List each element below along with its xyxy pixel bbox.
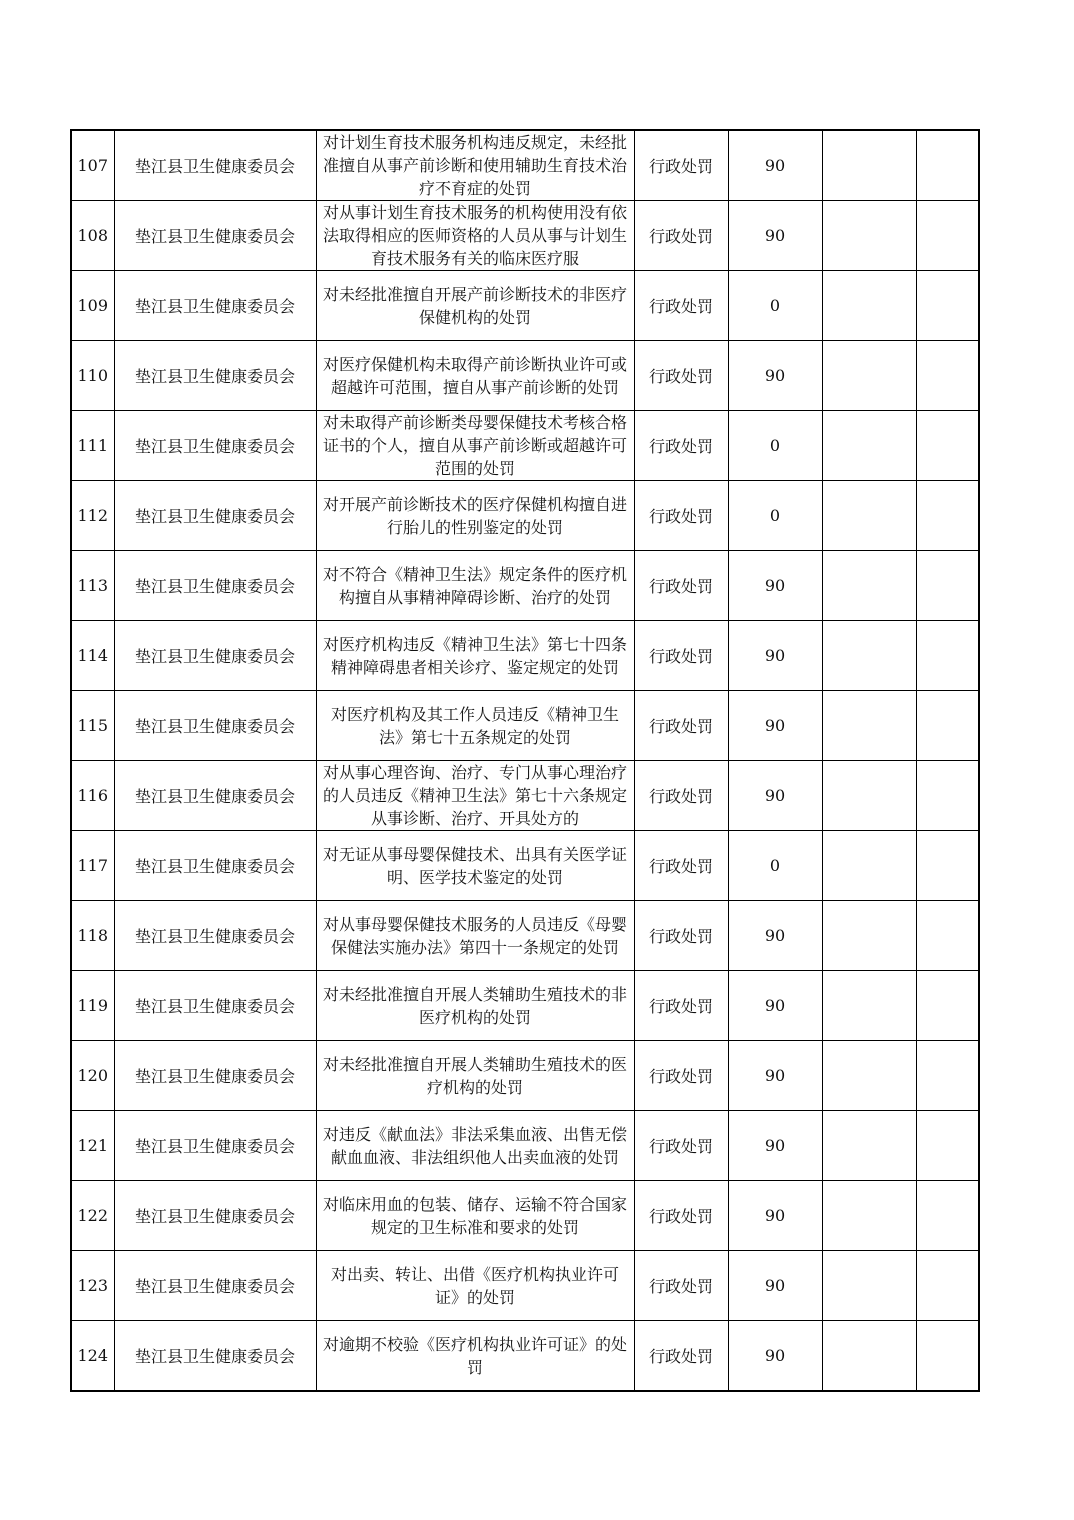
days-cell: 90 <box>728 901 822 971</box>
empty-cell <box>822 1181 916 1251</box>
empty-cell <box>822 1251 916 1321</box>
days-cell: 0 <box>728 271 822 341</box>
penalty-item-text: 对未经批准擅自开展人类辅助生殖技术的医疗机构的处罚 <box>322 1054 627 1097</box>
empty-cell <box>822 621 916 691</box>
table-row <box>71 271 979 341</box>
penalty-type-cell: 行政处罚 <box>634 551 728 621</box>
organization-cell: 垫江县卫生健康委员会 <box>114 691 316 761</box>
penalty-item-text: 对未取得产前诊断类母婴保健技术考核合格证书的个人，擅自从事产前诊断或超越许可范围的处罚 <box>322 413 627 478</box>
penalty-type-cell: 行政处罚 <box>634 621 728 691</box>
days-cell: 90 <box>728 1181 822 1251</box>
penalty-type-cell: 行政处罚 <box>634 831 728 901</box>
penalty-type-cell: 行政处罚 <box>634 1321 728 1392</box>
organization-cell: 垫江县卫生健康委员会 <box>114 271 316 341</box>
penalty-item-cell <box>316 971 634 1041</box>
empty-cell <box>916 1321 979 1392</box>
empty-cell <box>822 1041 916 1111</box>
organization-cell: 垫江县卫生健康委员会 <box>114 341 316 411</box>
penalty-type-cell: 行政处罚 <box>634 341 728 411</box>
penalty-item-text: 对违反《献血法》非法采集血液、出售无偿献血血液、非法组织他人出卖血液的处罚 <box>322 1124 627 1167</box>
days-cell: 90 <box>728 621 822 691</box>
empty-cell <box>916 201 979 271</box>
empty-cell <box>822 130 916 201</box>
organization-cell: 垫江县卫生健康委员会 <box>114 901 316 971</box>
row-number-cell: 122 <box>71 1181 114 1251</box>
empty-cell <box>822 1321 916 1392</box>
row-number-cell: 124 <box>71 1321 114 1392</box>
organization-cell: 垫江县卫生健康委员会 <box>114 621 316 691</box>
table-row <box>71 130 979 201</box>
empty-cell <box>822 481 916 551</box>
row-number-cell: 120 <box>71 1041 114 1111</box>
penalty-table <box>70 129 980 1392</box>
penalty-item-text: 对医疗保健机构未取得产前诊断执业许可或超越许可范围，擅自从事产前诊断的处罚 <box>322 354 627 397</box>
penalty-item-text: 对无证从事母婴保健技术、出具有关医学证明、医学技术鉴定的处罚 <box>322 844 627 887</box>
table-row <box>71 761 979 831</box>
row-number-cell: 117 <box>71 831 114 901</box>
penalty-type-cell: 行政处罚 <box>634 411 728 481</box>
row-number-cell: 113 <box>71 551 114 621</box>
table-row <box>71 201 979 271</box>
empty-cell <box>916 621 979 691</box>
penalty-item-cell <box>316 1251 634 1321</box>
penalty-type-cell: 行政处罚 <box>634 271 728 341</box>
table-row <box>71 901 979 971</box>
empty-cell <box>916 761 979 831</box>
table-row <box>71 1041 979 1111</box>
empty-cell <box>822 761 916 831</box>
empty-cell <box>916 901 979 971</box>
empty-cell <box>822 691 916 761</box>
table-row <box>71 1111 979 1181</box>
row-number-cell: 107 <box>71 130 114 201</box>
days-cell: 90 <box>728 691 822 761</box>
penalty-type-cell: 行政处罚 <box>634 1251 728 1321</box>
days-cell: 90 <box>728 341 822 411</box>
days-cell: 90 <box>728 761 822 831</box>
penalty-item-text: 对临床用血的包装、储存、运输不符合国家规定的卫生标准和要求的处罚 <box>322 1194 627 1237</box>
penalty-type-cell: 行政处罚 <box>634 481 728 551</box>
days-cell: 90 <box>728 551 822 621</box>
empty-cell <box>916 130 979 201</box>
empty-cell <box>916 271 979 341</box>
penalty-type-cell: 行政处罚 <box>634 901 728 971</box>
penalty-item-cell <box>316 130 634 201</box>
organization-cell: 垫江县卫生健康委员会 <box>114 1181 316 1251</box>
organization-cell: 垫江县卫生健康委员会 <box>114 971 316 1041</box>
penalty-item-text: 对从事计划生育技术服务的机构使用没有依法取得相应的医师资格的人员从事与计划生育技术服务有关的临床医疗服 <box>322 203 627 268</box>
penalty-item-cell <box>316 201 634 271</box>
row-number-cell: 112 <box>71 481 114 551</box>
organization-cell: 垫江县卫生健康委员会 <box>114 201 316 271</box>
empty-cell <box>916 411 979 481</box>
days-cell: 90 <box>728 1321 822 1392</box>
penalty-item-cell <box>316 621 634 691</box>
penalty-type-cell: 行政处罚 <box>634 1181 728 1251</box>
empty-cell <box>916 551 979 621</box>
row-number-cell: 123 <box>71 1251 114 1321</box>
penalty-item-cell <box>316 761 634 831</box>
empty-cell <box>916 691 979 761</box>
table-row <box>71 1251 979 1321</box>
table-row <box>71 481 979 551</box>
penalty-type-cell: 行政处罚 <box>634 971 728 1041</box>
table-body <box>71 130 979 1391</box>
penalty-item-text: 对出卖、转让、出借《医疗机构执业许可证》的处罚 <box>330 1264 619 1307</box>
penalty-type-cell: 行政处罚 <box>634 1041 728 1111</box>
organization-cell: 垫江县卫生健康委员会 <box>114 411 316 481</box>
days-cell: 90 <box>728 1251 822 1321</box>
penalty-item-text: 对逾期不校验《医疗机构执业许可证》的处罚 <box>322 1334 627 1377</box>
table-row <box>71 621 979 691</box>
empty-cell <box>916 1111 979 1181</box>
penalty-item-text: 对未经批准擅自开展人类辅助生殖技术的非医疗机构的处罚 <box>322 984 627 1027</box>
penalty-item-cell <box>316 1181 634 1251</box>
days-cell: 90 <box>728 971 822 1041</box>
table-row <box>71 971 979 1041</box>
penalty-item-text: 对从事母婴保健技术服务的人员违反《母婴保健法实施办法》第四十一条规定的处罚 <box>322 914 627 957</box>
penalty-type-cell: 行政处罚 <box>634 761 728 831</box>
organization-cell: 垫江县卫生健康委员会 <box>114 831 316 901</box>
row-number-cell: 118 <box>71 901 114 971</box>
row-number-cell: 108 <box>71 201 114 271</box>
days-cell: 0 <box>728 831 822 901</box>
table-row <box>71 831 979 901</box>
organization-cell: 垫江县卫生健康委员会 <box>114 130 316 201</box>
penalty-item-cell <box>316 1321 634 1392</box>
penalty-item-text: 对从事心理咨询、治疗、专门从事心理治疗的人员违反《精神卫生法》第七十六条规定从事诊断、治疗、开具处方的 <box>322 763 627 828</box>
organization-cell: 垫江县卫生健康委员会 <box>114 761 316 831</box>
penalty-type-cell: 行政处罚 <box>634 130 728 201</box>
empty-cell <box>916 831 979 901</box>
table-row <box>71 341 979 411</box>
organization-cell: 垫江县卫生健康委员会 <box>114 1321 316 1392</box>
penalty-item-text: 对计划生育技术服务机构违反规定，未经批准擅自从事产前诊断和使用辅助生育技术治疗不育症的处罚 <box>322 133 627 198</box>
penalty-item-cell <box>316 1041 634 1111</box>
penalty-item-cell <box>316 481 634 551</box>
days-cell: 0 <box>728 411 822 481</box>
empty-cell <box>822 971 916 1041</box>
empty-cell <box>822 201 916 271</box>
penalty-item-cell <box>316 341 634 411</box>
row-number-cell: 111 <box>71 411 114 481</box>
empty-cell <box>916 1181 979 1251</box>
organization-cell: 垫江县卫生健康委员会 <box>114 551 316 621</box>
days-cell: 0 <box>728 481 822 551</box>
empty-cell <box>916 1041 979 1111</box>
penalty-item-text: 对不符合《精神卫生法》规定条件的医疗机构擅自从事精神障碍诊断、治疗的处罚 <box>322 564 627 607</box>
row-number-cell: 121 <box>71 1111 114 1181</box>
penalty-item-cell <box>316 271 634 341</box>
penalty-type-cell: 行政处罚 <box>634 691 728 761</box>
row-number-cell: 114 <box>71 621 114 691</box>
penalty-item-text: 对医疗机构及其工作人员违反《精神卫生法》第七十五条规定的处罚 <box>330 704 619 747</box>
days-cell: 90 <box>728 130 822 201</box>
empty-cell <box>822 1111 916 1181</box>
empty-cell <box>822 411 916 481</box>
empty-cell <box>916 481 979 551</box>
penalty-item-cell <box>316 411 634 481</box>
row-number-cell: 110 <box>71 341 114 411</box>
table-row <box>71 1321 979 1392</box>
empty-cell <box>822 901 916 971</box>
penalty-type-cell: 行政处罚 <box>634 201 728 271</box>
empty-cell <box>916 971 979 1041</box>
empty-cell <box>916 341 979 411</box>
penalty-item-cell <box>316 691 634 761</box>
penalty-item-cell <box>316 1111 634 1181</box>
penalty-type-cell: 行政处罚 <box>634 1111 728 1181</box>
table-row <box>71 551 979 621</box>
empty-cell <box>822 271 916 341</box>
row-number-cell: 119 <box>71 971 114 1041</box>
penalty-item-text: 对开展产前诊断技术的医疗保健机构擅自进行胎儿的性别鉴定的处罚 <box>322 494 627 537</box>
row-number-cell: 116 <box>71 761 114 831</box>
days-cell: 90 <box>728 1111 822 1181</box>
organization-cell: 垫江县卫生健康委员会 <box>114 1251 316 1321</box>
penalty-item-text: 对未经批准擅自开展产前诊断技术的非医疗保健机构的处罚 <box>322 284 627 327</box>
empty-cell <box>822 551 916 621</box>
row-number-cell: 109 <box>71 271 114 341</box>
organization-cell: 垫江县卫生健康委员会 <box>114 1111 316 1181</box>
table-row <box>71 691 979 761</box>
empty-cell <box>822 831 916 901</box>
penalty-item-cell <box>316 901 634 971</box>
empty-cell <box>916 1251 979 1321</box>
penalty-item-cell <box>316 551 634 621</box>
days-cell: 90 <box>728 1041 822 1111</box>
row-number-cell: 115 <box>71 691 114 761</box>
table-row <box>71 1181 979 1251</box>
table-row <box>71 411 979 481</box>
empty-cell <box>822 341 916 411</box>
organization-cell: 垫江县卫生健康委员会 <box>114 481 316 551</box>
organization-cell: 垫江县卫生健康委员会 <box>114 1041 316 1111</box>
days-cell: 90 <box>728 201 822 271</box>
penalty-item-cell <box>316 831 634 901</box>
penalty-item-text: 对医疗机构违反《精神卫生法》第七十四条精神障碍患者相关诊疗、鉴定规定的处罚 <box>322 634 627 677</box>
